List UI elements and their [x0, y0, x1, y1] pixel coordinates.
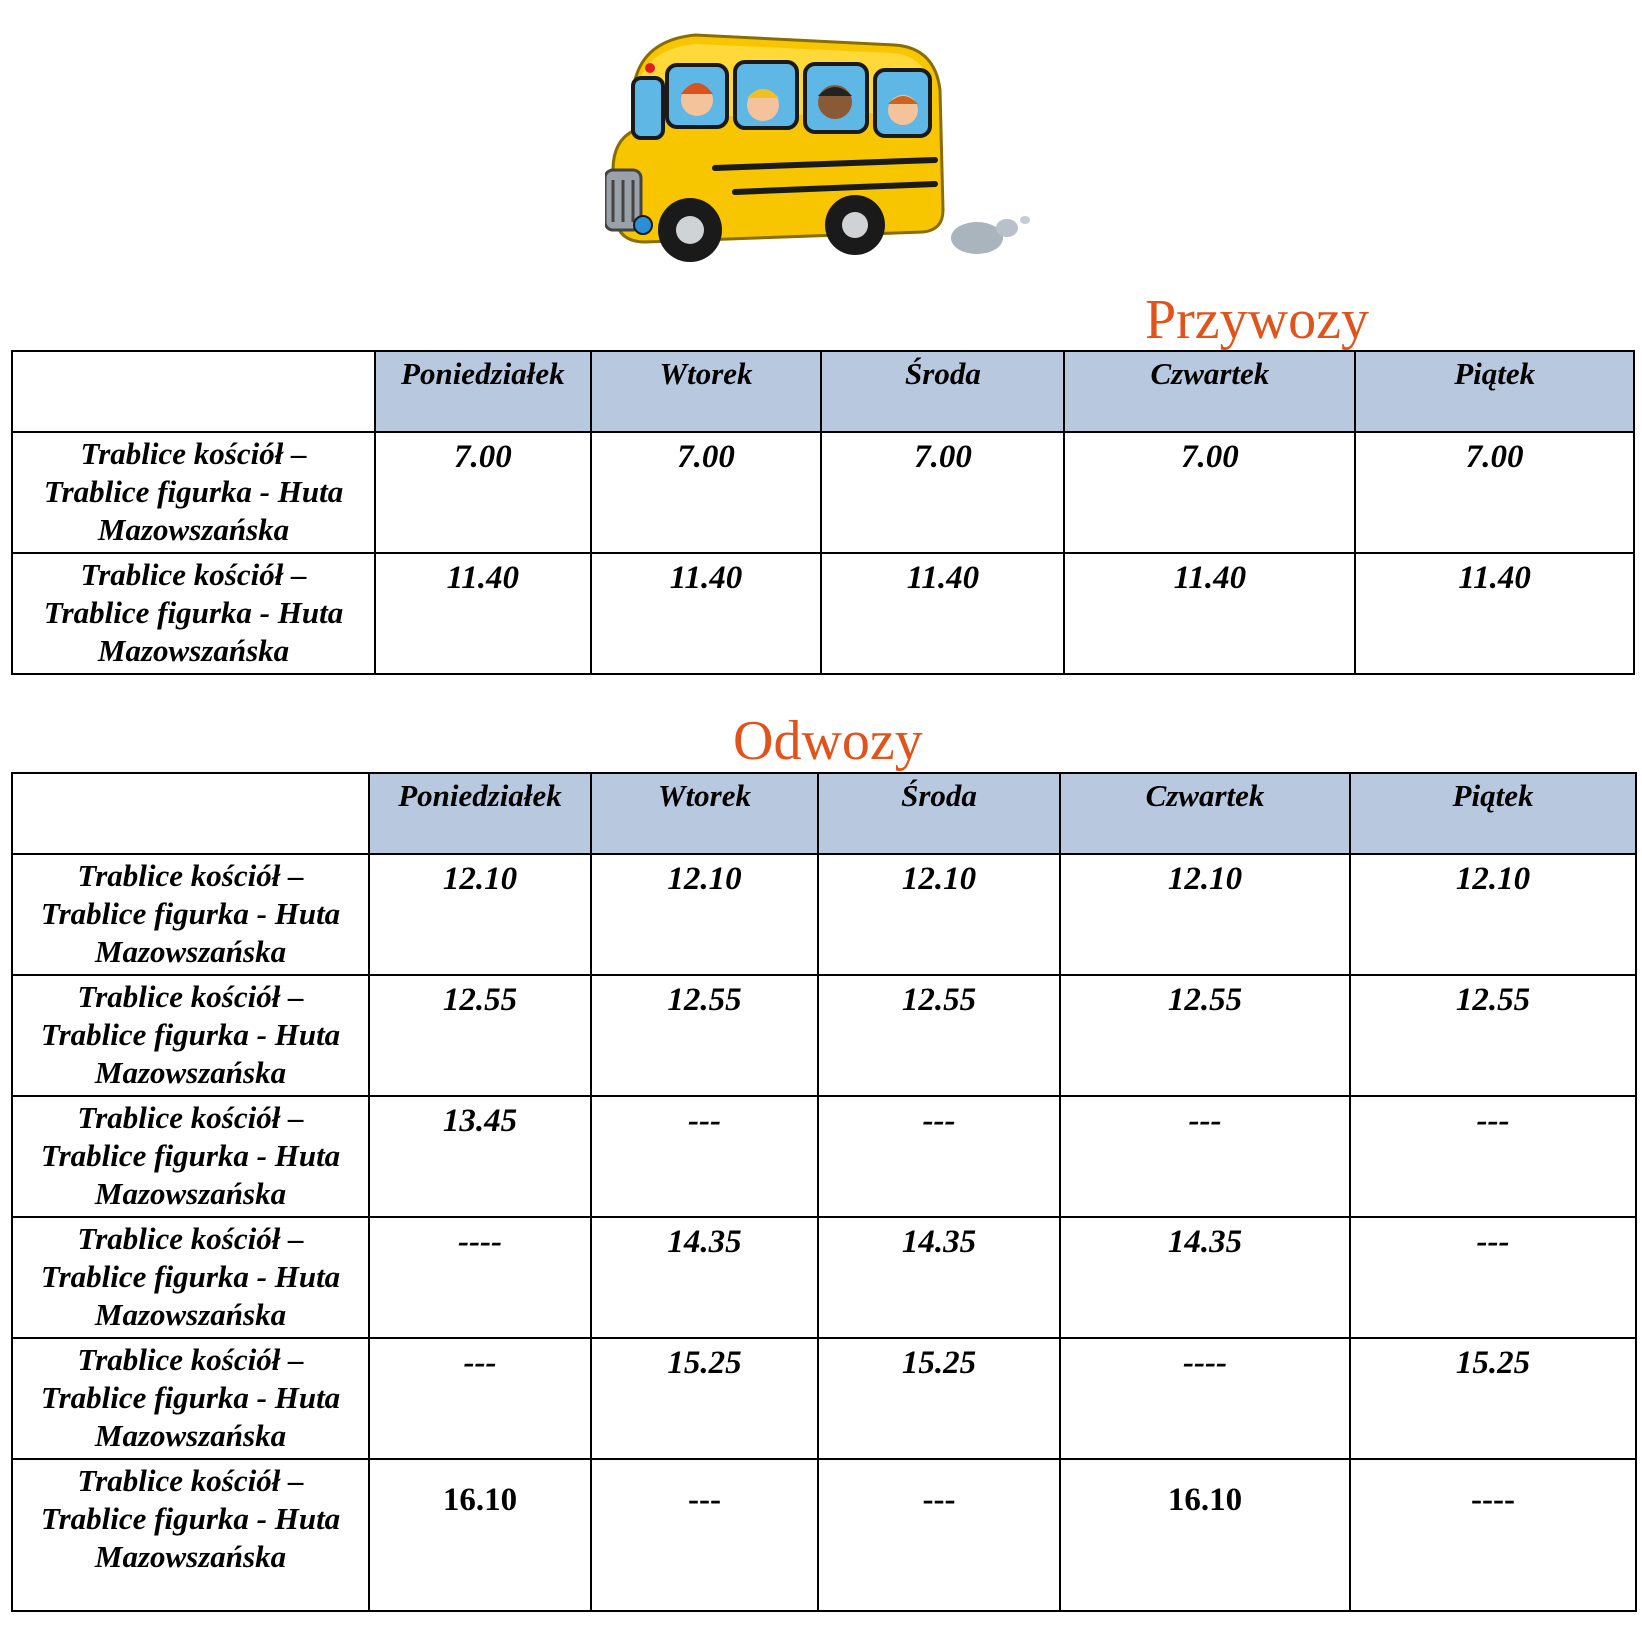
time-cell: --- — [818, 1459, 1060, 1611]
time-cell: 12.10 — [818, 854, 1060, 975]
time-cell: 7.00 — [1355, 432, 1634, 553]
time-cell: --- — [369, 1338, 591, 1459]
time-cell: 13.45 — [369, 1096, 591, 1217]
time-cell: 12.55 — [1350, 975, 1636, 1096]
day-header: Wtorek — [591, 351, 822, 432]
time-cell: --- — [1060, 1096, 1350, 1217]
time-cell: 12.10 — [369, 854, 591, 975]
time-cell: ---- — [369, 1217, 591, 1338]
time-cell: --- — [1350, 1096, 1636, 1217]
header-row — [12, 773, 1636, 854]
day-header: Piątek — [1355, 351, 1634, 432]
time-cell: 7.00 — [1064, 432, 1355, 553]
time-cell: 15.25 — [591, 1338, 818, 1459]
route-cell: Trablice kościół – Trablice figurka - Huta Mazowszańska — [12, 1096, 369, 1217]
time-cell: --- — [1350, 1217, 1636, 1338]
time-cell: 14.35 — [818, 1217, 1060, 1338]
table-row — [12, 1217, 1636, 1338]
time-cell: 12.55 — [1060, 975, 1350, 1096]
section-title-przywozy: Przywozy — [1145, 289, 1369, 351]
route-cell: Trablice kościół – Trablice figurka - Huta Mazowszańska — [12, 553, 375, 674]
time-cell: 11.40 — [1355, 553, 1634, 674]
time-cell: 16.10 — [1060, 1459, 1350, 1611]
time-cell: 16.10 — [369, 1459, 591, 1611]
time-cell: 12.10 — [1350, 854, 1636, 975]
day-header: Czwartek — [1064, 351, 1355, 432]
time-cell: ---- — [1350, 1459, 1636, 1611]
route-cell: Trablice kościół – Trablice figurka - Huta Mazowszańska — [12, 854, 369, 975]
route-cell: Trablice kościół – Trablice figurka - Huta Mazowszańska — [12, 432, 375, 553]
route-cell: Trablice kościół – Trablice figurka - Huta Mazowszańska — [12, 975, 369, 1096]
school-bus-with-children-icon — [605, 20, 1035, 270]
table-row — [12, 1459, 1636, 1611]
header-corner-cell — [12, 351, 375, 432]
time-cell: 7.00 — [821, 432, 1064, 553]
route-cell: Trablice kościół – Trablice figurka - Huta Mazowszańska — [12, 1459, 369, 1611]
table-row — [12, 975, 1636, 1096]
header-row — [12, 351, 1634, 432]
route-cell: Trablice kościół – Trablice figurka - Huta Mazowszańska — [12, 1217, 369, 1338]
time-cell: 14.35 — [1060, 1217, 1350, 1338]
time-cell: --- — [818, 1096, 1060, 1217]
time-cell: 11.40 — [821, 553, 1064, 674]
day-header: Poniedziałek — [369, 773, 591, 854]
day-header: Czwartek — [1060, 773, 1350, 854]
time-cell: --- — [591, 1459, 818, 1611]
time-cell: 11.40 — [375, 553, 591, 674]
table-row — [12, 854, 1636, 975]
day-header: Wtorek — [591, 773, 818, 854]
time-cell: 12.10 — [1060, 854, 1350, 975]
table-row — [12, 432, 1634, 553]
table-row — [12, 1096, 1636, 1217]
section-title-odwozy: Odwozy — [733, 710, 923, 772]
time-cell: 12.10 — [591, 854, 818, 975]
time-cell: 11.40 — [1064, 553, 1355, 674]
time-cell: 7.00 — [591, 432, 822, 553]
day-header: Środa — [821, 351, 1064, 432]
time-cell: 11.40 — [591, 553, 822, 674]
time-cell: 15.25 — [818, 1338, 1060, 1459]
day-header: Poniedziałek — [375, 351, 591, 432]
table-row — [12, 1338, 1636, 1459]
header-corner-cell — [12, 773, 369, 854]
time-cell: --- — [591, 1096, 818, 1217]
route-cell: Trablice kościół – Trablice figurka - Huta Mazowszańska — [12, 1338, 369, 1459]
time-cell: 14.35 — [591, 1217, 818, 1338]
time-cell: 7.00 — [375, 432, 591, 553]
time-cell: 15.25 — [1350, 1338, 1636, 1459]
day-header: Środa — [818, 773, 1060, 854]
time-cell: ---- — [1060, 1338, 1350, 1459]
table-row — [12, 553, 1634, 674]
time-cell: 12.55 — [818, 975, 1060, 1096]
time-cell: 12.55 — [369, 975, 591, 1096]
schedule-table-odwozy — [11, 772, 1637, 1612]
day-header: Piątek — [1350, 773, 1636, 854]
schedule-table-przywozy — [11, 350, 1635, 675]
time-cell: 12.55 — [591, 975, 818, 1096]
